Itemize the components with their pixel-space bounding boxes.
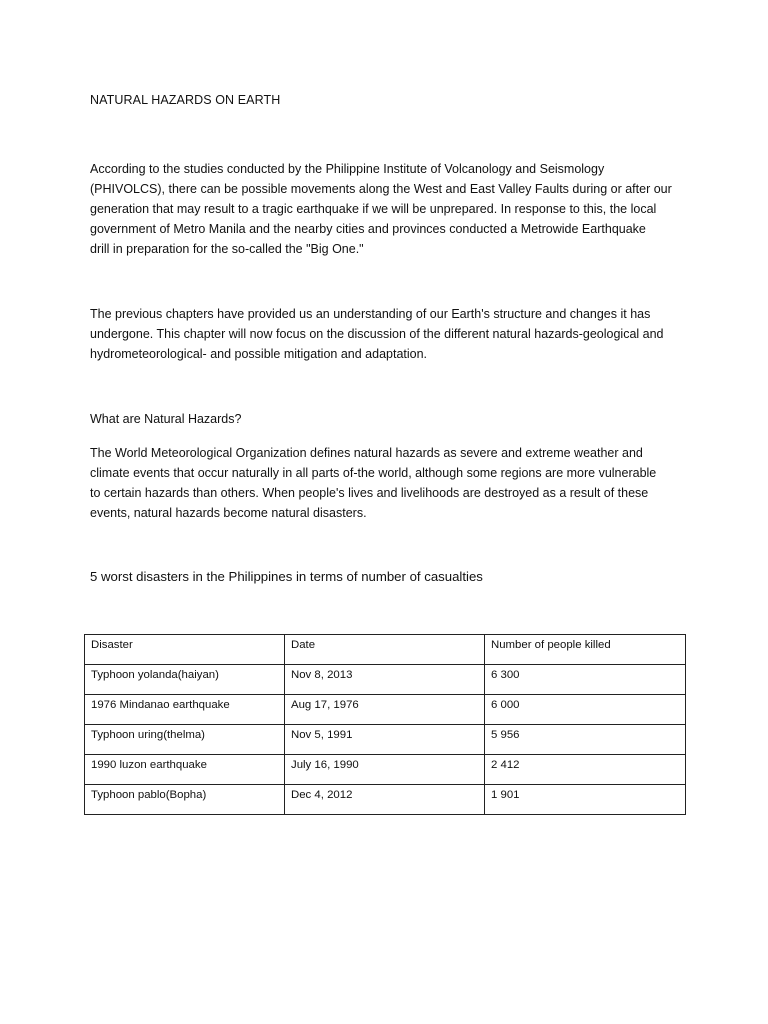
table-row (85, 725, 686, 755)
table-cell: Typhoon uring(thelma) (85, 725, 285, 755)
paragraph-line: generation that may result to a tragic earthquake if we will be unprepared. In response to this, the local (90, 202, 657, 216)
table-cell: Nov 8, 2013 (285, 665, 485, 695)
table-header-row (85, 635, 686, 665)
table-cell: Dec 4, 2012 (285, 785, 485, 815)
paragraph-line: (PHIVOLCS), there can be possible movements along the West and East Valley Faults during or after our (90, 182, 672, 196)
table-caption: 5 worst disasters in the Philippines in terms of number of casualties (90, 569, 483, 584)
table-row (85, 665, 686, 695)
paragraph-line: events, natural hazards become natural disasters. (90, 506, 367, 520)
table-header-cell: Disaster (85, 635, 285, 665)
table-cell: 1 901 (485, 785, 686, 815)
section-heading: What are Natural Hazards? (90, 412, 242, 426)
table-cell: 6 300 (485, 665, 686, 695)
chapter-focus-paragraph (90, 304, 690, 364)
table-cell: 6 000 (485, 695, 686, 725)
paragraph-line: According to the studies conducted by the Philippine Institute of Volcanology and Seismology (90, 162, 605, 176)
table-cell: Typhoon pablo(Bopha) (85, 785, 285, 815)
paragraph-line: climate events that occur naturally in all parts of-the world, although some regions are more vulnerable (90, 466, 657, 480)
table-row (85, 755, 686, 785)
table-header-cell: Number of people killed (485, 635, 686, 665)
paragraph-line: undergone. This chapter will now focus on the discussion of the different natural hazards-geological and (90, 327, 664, 341)
table-row (85, 695, 686, 725)
table-cell: 1990 luzon earthquake (85, 755, 285, 785)
definition-paragraph (90, 443, 690, 523)
table-cell: Typhoon yolanda(haiyan) (85, 665, 285, 695)
paragraph-line: The previous chapters have provided us an understanding of our Earth's structure and changes it has (90, 307, 651, 321)
document-title: NATURAL HAZARDS ON EARTH (90, 93, 281, 107)
table-cell: 5 956 (485, 725, 686, 755)
table-header-cell: Date (285, 635, 485, 665)
table-cell: July 16, 1990 (285, 755, 485, 785)
table-cell: Aug 17, 1976 (285, 695, 485, 725)
disasters-table (84, 634, 686, 815)
paragraph-line: government of Metro Manila and the nearby cities and provinces conducted a Metrowide Earthquake (90, 222, 646, 236)
paragraph-line: hydrometeorological- and possible mitigation and adaptation. (90, 347, 428, 361)
table-cell: 2 412 (485, 755, 686, 785)
paragraph-line: to certain hazards than others. When people's lives and livelihoods are destroyed as a result of these (90, 486, 649, 500)
table-cell: Nov 5, 1991 (285, 725, 485, 755)
intro-paragraph (90, 159, 690, 259)
table-row (85, 785, 686, 815)
table-cell: 1976 Mindanao earthquake (85, 695, 285, 725)
paragraph-line: The World Meteorological Organization defines natural hazards as severe and extreme weather and (90, 446, 643, 460)
paragraph-line: drill in preparation for the so-called the "Big One." (90, 242, 364, 256)
